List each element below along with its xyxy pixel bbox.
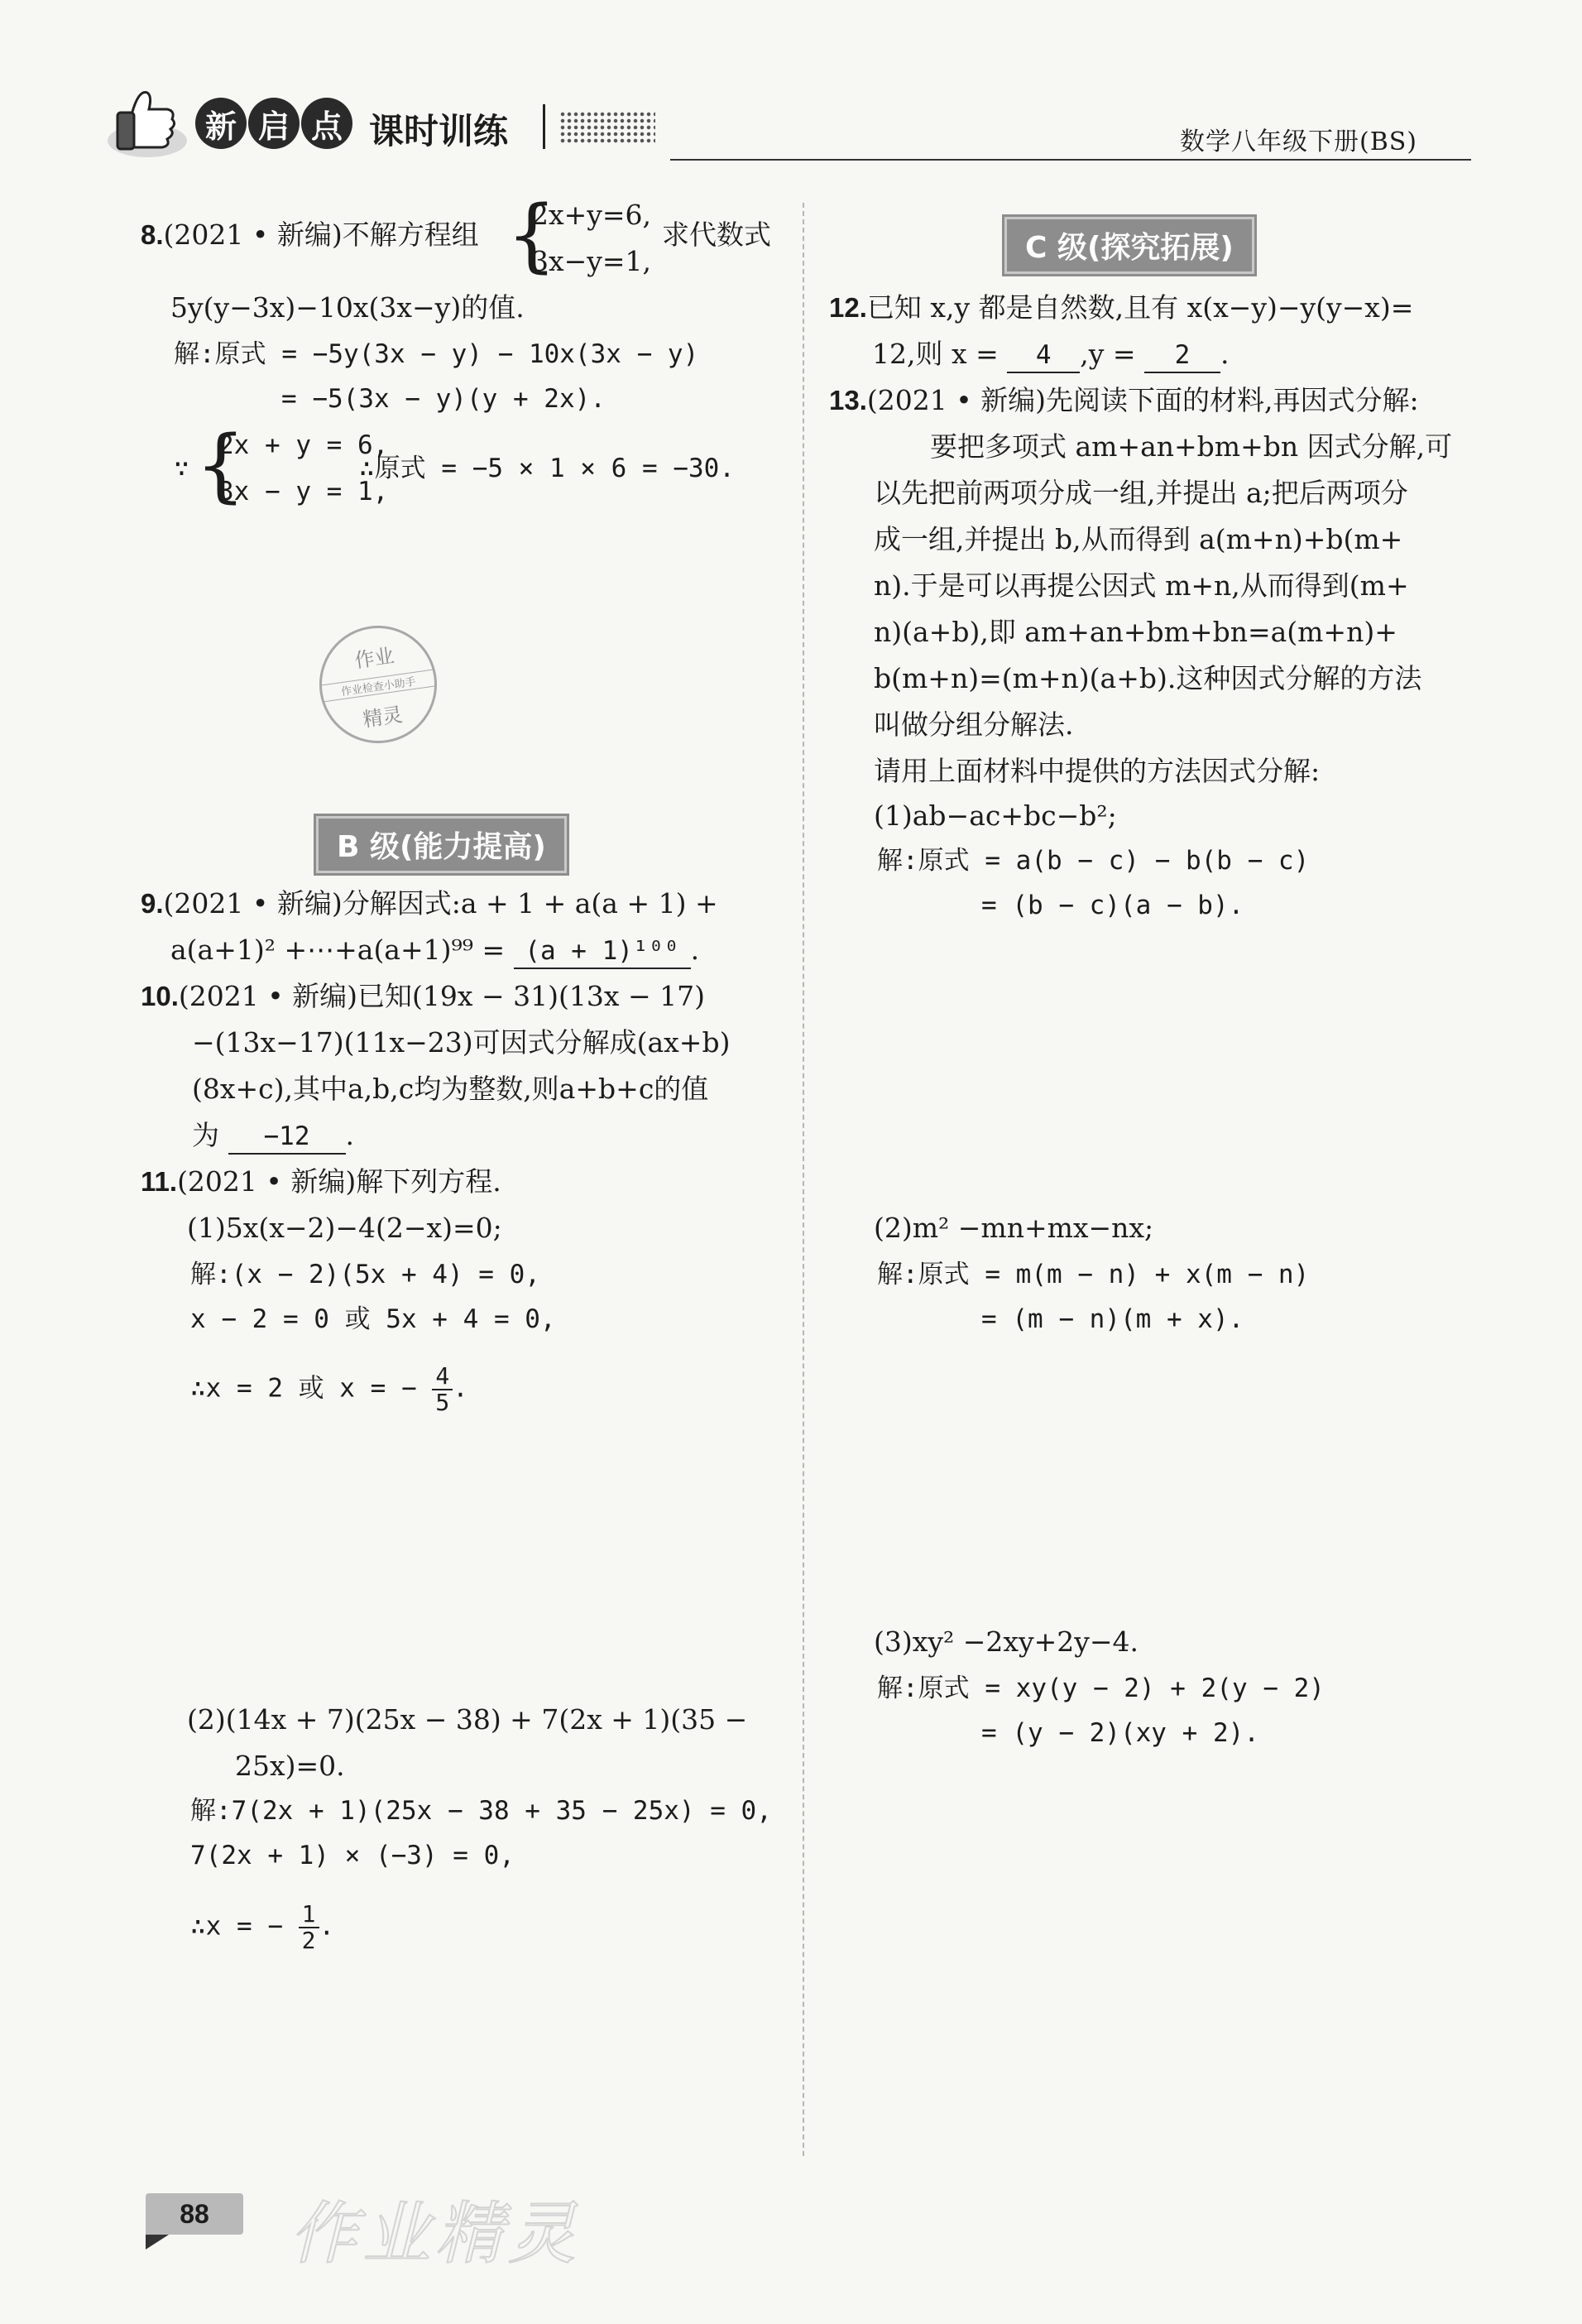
q8-cond-brace: { [195, 419, 247, 511]
brand-char-1: 新 [195, 98, 247, 149]
q8-cond-2: 3x − y = 1, [218, 477, 389, 507]
q13-part1-step2: = (b − c)(a − b). [981, 891, 1244, 920]
subject-label: 数学八年级下册(BS) [1180, 127, 1418, 156]
q13-para-4: n).于是可以再提公因式 m+n,从而得到(m+ [874, 569, 1409, 602]
q11-part2-fraction [299, 1902, 319, 1953]
q11-part1: (1)5x(x−2)−4(2−x)=0; [187, 1212, 502, 1244]
header [99, 83, 1473, 174]
q8-solution-2: = −5(3x − y)(y + 2x). [281, 384, 606, 414]
q10-answer: −12 [228, 1120, 346, 1155]
q11-part2-step1: 解:7(2x + 1)(25x − 38 + 35 − 25x) = 0, [190, 1796, 772, 1826]
q10-number: 10. [141, 981, 179, 1011]
page-number-tab [146, 2193, 243, 2235]
q8-cond-1: 2x + y = 6, [218, 430, 389, 460]
q11-part2-step2: 7(2x + 1) × (−3) = 0, [190, 1841, 515, 1870]
q11-part1-fraction [432, 1364, 453, 1415]
q12-prefix: 12,则 x = [872, 338, 999, 370]
q11-part2-denominator: 2 [301, 1927, 316, 1954]
q11-part1-step3: ∴x = 2 或 x = − [190, 1373, 417, 1404]
q11-number: 11. [141, 1166, 178, 1197]
q9-number: 9. [141, 888, 164, 919]
column-divider [803, 203, 804, 2156]
q8-eq2: 3x−y=1, [531, 245, 652, 277]
q11-part2-line1: (2)(14x + 7)(25x − 38) + 7(2x + 1)(35 − [187, 1703, 748, 1736]
q11-line1: (2021 • 新编)解下列方程. [177, 1165, 501, 1198]
q13-para-6: b(m+n)=(m+n)(a+b).这种因式分解的方法 [874, 662, 1422, 694]
q8-because: ∵ [174, 454, 189, 483]
q12-answer-x: 4 [1007, 339, 1080, 373]
q13-para-5: n)(a+b),即 am+an+bm+bn=a(m+n)+ [874, 616, 1397, 648]
q12-suffix: . [1220, 338, 1230, 370]
q11-part1-denominator: 5 [435, 1389, 450, 1416]
page-number: 88 [180, 2199, 209, 2229]
q9-suffix: . [690, 934, 700, 966]
stamp-top: 作业 [352, 644, 396, 673]
stamp-bottom: 精灵 [361, 703, 405, 732]
q12-line1: 已知 x,y 都是自然数,且有 x(x−y)−y(y−x)= [866, 291, 1414, 324]
q12-number: 12. [829, 292, 867, 323]
q11-part2-numerator: 1 [299, 1902, 319, 1928]
q11-part2-line2: 25x)=0. [235, 1750, 345, 1782]
q8-suffix: 求代数式 [662, 218, 771, 251]
q13-prompt: 请用上面材料中提供的方法因式分解: [874, 755, 1321, 787]
q13-part2: (2)m² −mn+mx−nx; [874, 1212, 1154, 1244]
q8-solution-1: 解:原式 = −5y(3x − y) − 10x(3x − y) [174, 339, 699, 369]
q13-part2-step2: = (m − n)(m + x). [981, 1304, 1244, 1334]
page-corner-triangle [146, 2235, 169, 2250]
q10-line2: −(13x−17)(11x−23)可因式分解成(ax+b) [192, 1026, 731, 1059]
footer-watermark: 作业精灵 [290, 2195, 581, 2274]
q13-para-1: 要把多项式 am+an+bm+bn 因式分解,可 [930, 430, 1453, 463]
q9-line2: a(a+1)² +⋯+a(a+1)⁹⁹ = [170, 934, 506, 966]
q13-part1-step1: 解:原式 = a(b − c) − b(b − c) [877, 846, 1310, 876]
series-title: 课时训练 [369, 111, 509, 151]
q8-brace: { [506, 189, 558, 281]
q10-line3: (8x+c),其中a,b,c均为整数,则a+b+c的值 [192, 1073, 709, 1105]
thumbs-up-logo-icon [99, 83, 190, 166]
q8-line2: 5y(y−3x)−10x(3x−y)的值. [170, 291, 525, 324]
q13-number: 13. [829, 385, 867, 415]
q11-part1-step1: 解:(x − 2)(5x + 4) = 0, [190, 1260, 540, 1289]
q11-part2-step3: ∴x = − [190, 1911, 283, 1942]
q11-part1-step2: x − 2 = 0 或 5x + 4 = 0, [190, 1304, 556, 1334]
q13-part1: (1)ab−ac+bc−b²; [874, 799, 1117, 832]
brand-char-2: 启 [248, 98, 300, 149]
q13-para-7: 叫做分组分解法. [874, 708, 1074, 741]
q13-line1: (2021 • 新编)先阅读下面的材料,再因式分解: [866, 384, 1419, 416]
q13-para-3: 成一组,并提出 b,从而得到 a(m+n)+b(m+ [874, 523, 1403, 555]
q9-line1: (2021 • 新编)分解因式:a + 1 + a(a + 1) + [163, 887, 718, 920]
header-rule [670, 159, 1471, 161]
q13-part2-step1: 解:原式 = m(m − n) + x(m − n) [877, 1260, 1310, 1289]
q13-part3: (3)xy² −2xy+2y−4. [874, 1625, 1139, 1658]
q8-number: 8. [141, 219, 164, 250]
stamp-middle: 作业检查小助手 [321, 670, 435, 703]
homework-stamp [312, 618, 444, 751]
q10-suffix: . [345, 1119, 354, 1151]
q11-part1-numerator: 4 [432, 1364, 453, 1390]
q8-prefix: (2021 • 新编)不解方程组 [163, 218, 479, 251]
q10-line1: (2021 • 新编)已知(19x − 31)(13x − 17) [178, 980, 705, 1012]
q13-part3-step2: = (y − 2)(xy + 2). [981, 1718, 1259, 1748]
q10-prefix: 为 [192, 1119, 219, 1151]
q12-mid: ,y = [1080, 338, 1136, 370]
q12-answer-y: 2 [1144, 339, 1220, 373]
q8-result: ∴原式 = −5 × 1 × 6 = −30. [359, 454, 735, 483]
q8-eq1: 2x+y=6, [531, 199, 652, 231]
q13-para-2: 以先把前两项分成一组,并提出 a;把后两项分 [874, 477, 1408, 509]
level-c-heading: C 级(探究拓展) [1004, 217, 1254, 274]
q9-answer: (a + 1)¹⁰⁰ [514, 934, 691, 969]
level-b-heading: B 级(能力提高) [316, 816, 567, 873]
q13-part3-step1: 解:原式 = xy(y − 2) + 2(y − 2) [877, 1673, 1325, 1703]
dotted-pattern [559, 111, 655, 144]
brand-char-3: 点 [301, 98, 352, 149]
header-divider [543, 104, 545, 149]
